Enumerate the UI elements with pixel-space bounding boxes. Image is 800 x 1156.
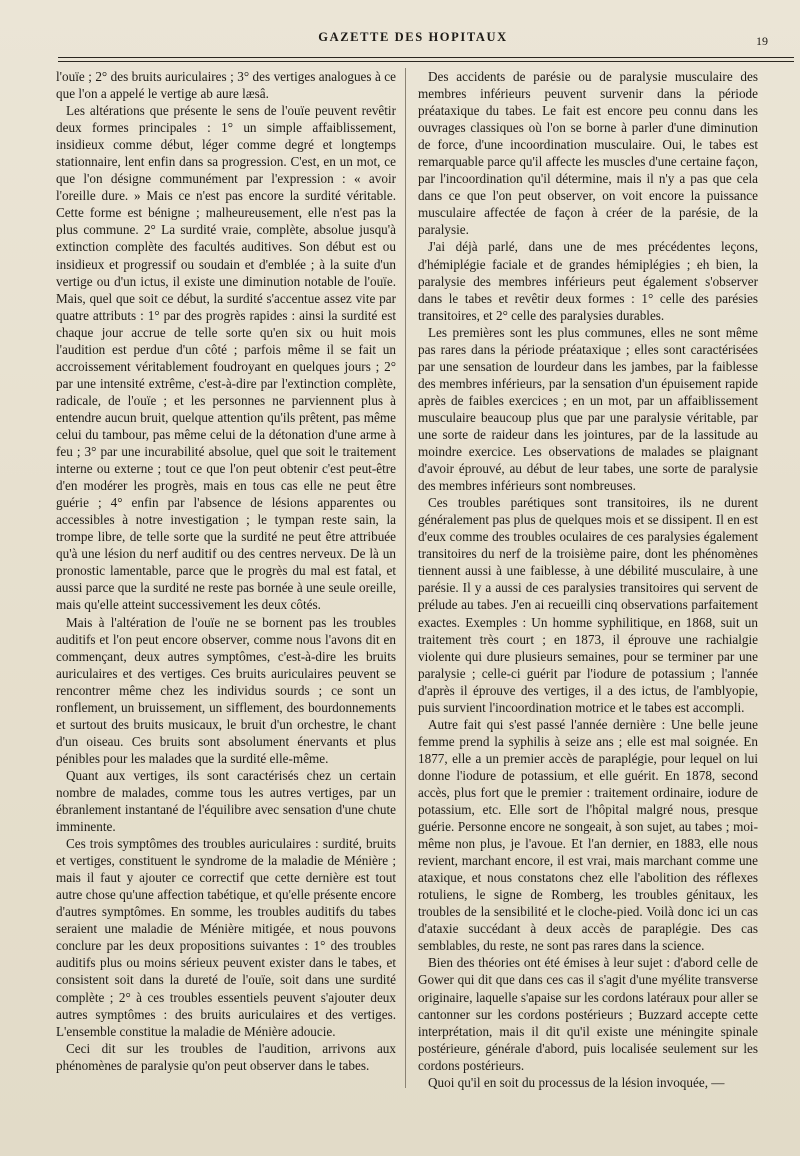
page-number: 19 [756,34,768,48]
paragraph: Des accidents de parésie ou de paralysie musculaire des membres inférieurs peuvent survenir dans la période préataxique du tabes. Le fait est encore peu connu dans les ouvrages classiques où l'on se borne à parler d'une diminution de force, d'une incoordination musculaire. Oui, le tabes est remarquable parce qu'il affecte les muscles d'une certaine façon, par l'incoordination qu'il détermine, mais il n'y a pas que cela dans ce que l'on peut observer, on voit encore la puissance musculaire affectée de façon à créer de la parésie, de la paralysie. [418,69,758,238]
paragraph: Ces trois symptômes des troubles auriculaires : surdité, bruits et vertiges, constituent le syndrome de la maladie de Ménière ; mais il faut y ajouter ce correctif que cette dernière est tout autre chose qu'une affection tabétique, et qu'elle présente encore d'autres symptômes. En somme, les troubles auditifs du tabes seraient une maladie de Ménière mitigée, et nous pouvons conclure par les deux propositions suivantes : 1° des troubles auditifs plus ou moins sérieux peuvent exister dans le tabes, et consistent soit dans la dureté de l'ouïe, soit dans une surdité complète ; 2° à ces troubles essentiels peuvent s'ajouter deux autres symptômes : des bruits auriculaires et des vertiges. L'ensemble constitue la maladie de Ménière adoucie. [56,836,396,1039]
page-header [58,30,768,56]
right-column [418,68,758,1091]
left-column [56,68,396,1074]
paragraph: l'ouïe ; 2° des bruits auriculaires ; 3° des vertiges analogues à ce que l'on a appelé le vertige ab aure læsâ. [56,69,396,102]
paragraph: Mais à l'altération de l'ouïe ne se bornent pas les troubles auditifs et l'on peut encore observer, comme nous l'avons dit en commençant, deux autres symptômes, c'est-à-dire les bruits auriculaires et des vertiges. Ces bruits auriculaires peuvent se rencontrer même chez les individus sourds ; ce sont un ronflement, un bruissement, un sifflement, des bourdonnements et surtout des bruits musicaux, le bruit d'un orchestre, le chant d'un oiseau. Ces bruits sont absolument énervants et plus pénibles pour les malades que la surdité elle-même. [56,614,396,766]
paragraph: Les altérations que présente le sens de l'ouïe peuvent revêtir deux formes principales : 1° un simple affaiblissement, insidieux comme début, léger comme degré et longtemps stationnaire, lent enfin dans sa progression. C'est, en un mot, ce que l'on désigne communément par l'expression : « avoir l'oreille dure. » Mais ce n'est pas encore la surdité véritable. Cette forme est bénigne ; malheureusement, elle n'est pas la plus commune. 2° La surdité vraie, complète, absolue jusqu'à extinction complète des facultés auditives. Son début est ou insidieux et progressif ou soudain et d'emblée ; à la suite d'un vertige ou d'un ictus, il existe une diminution notable de l'ouïe. Mais, quel que soit ce début, la surdité s'accentue assez vite par quatre attributs : 1° par des progrès rapides : ainsi la surdité est chaque jour accrue de telle sorte qu'en six ou huit mois l'audition est perdue d'un côté ; parfois même il se fait un accroissement véritablement foudroyant en quelques jours ; 2° par une intensité extrême, c'est-à-dire par l'extinction complète, radicale, de l'ouïe ; et les personnes ne parviennent plus à entendre aucun bruit, quelque attention qu'ils prêtent, pas même celui du tambour, pas même celui de la détonation d'une arme à feu ; 3° par une incurabilité absolue, quel que soit le traitement interne ou externe ; tout ce que l'on peut obtenir c'est peut-être d'en modérer les progrès, mais en tous cas elle ne peut être guérie ; 4° enfin par l'absence de lésions apparentes ou accessibles à notre investigation ; le tympan reste sain, la trompe libre, de telle sorte que la surdité ne peut être attribuée qu'à une lésion du nerf auditif ou des centres nerveux. De là un pronostic lamentable, parce que le progrès du mal est fatal, et aussi parce que la surdité ne reste pas bornée à une seule oreille, mais qu'elle atteint successivement les deux côtés. [56,103,396,613]
paragraph: Quoi qu'il en soit du processus de la lésion invoquée, — [428,1074,725,1090]
paragraph: Ceci dit sur les troubles de l'audition, arrivons aux phénomènes de paralysie qu'on peut observer dans le tabes. [56,1040,396,1073]
paragraph: Autre fait qui s'est passé l'année dernière : Une belle jeune femme prend la syphilis à seize ans ; elle est mal soignée. En 1877, elle a un premier accès de paraplégie, pour lequel on lui donne l'iodure de potassium, et elle guérit. En 1878, second accès, plus fort que le premier : traitement ordinaire, iodure de potassium, etc. Elle sort de l'hôpital malgré nous, presque guérie. Personne encore ne songeait, à son sujet, au tabes ; moi-même non plus, je l'avoue. Et l'an dernier, en 1883, elle nous revient, marchant encore, il est vrai, mais marchant comme une ataxique, et nous constatons chez elle l'abolition des réflexes rotuliens, le signe de Romberg, les troubles génitaux, les troubles de la sensibilité et le cloche-pied. Voilà donc ici un cas d'ataxie succédant à deux accès de paraplégie. Des cas semblables, du reste, ne sont pas rares dans la science. [418,716,758,954]
paragraph: Quant aux vertiges, ils sont caractérisés chez un certain nombre de malades, comme tous les autres vertiges, par un ébranlement instantané de l'équilibre avec sensation d'une chute imminente. [56,767,396,835]
running-title: GAZETTE DES HOPITAUX [318,30,508,44]
paragraph: J'ai déjà parlé, dans une de mes précédentes leçons, d'hémiplégie faciale et de grandes hémiplégies ; eh bien, la paralysie des membres inférieurs peut également s'observer dans le tabes et revêtir deux formes : 1° celle des parésies transitoires, et 2° celle des paralysies durables. [418,239,758,323]
paragraph: Bien des théories ont été émises à leur sujet : d'abord celle de Gower qui dit que dans ces cas il s'agit d'une myélite transverse originaire, laquelle s'apaise sur les cordons latéraux pour aller se cantonner sur les cordons postérieurs ; Buzzard accepte cette interprétation, mais il dit qu'il existe une méningite spinale postérieure, générale d'abord, puis localisée seulement sur les cordons postérieurs. [418,955,758,1073]
header-rule-thick [58,57,794,58]
header-rule-thin [58,61,794,62]
paragraph: Ces troubles parétiques sont transitoires, ils ne durent généralement pas plus de quelques mois et se dissipent. Il en est d'eux comme des troubles oculaires de ces paralysies également transitoires du nerf de la troisième paire, dont les phénomènes tiennent aussi à une faiblesse, à une débilité musculaire, à une parésie. Il y a aussi de ces paralysies transitoires qui servent de prélude au tabes. J'en ai recueilli cinq observations parfaitement exactes. Exemples : Un homme syphilitique, en 1868, suit un traitement très court ; en 1873, il éprouve une rachialgie violente qui dure plusieurs semaines, pour se terminer par une paralysie ; celle-ci guérit par l'iodure de potassium ; l'année d'après il éprouve des vertiges, il a des ictus, de l'amblyopie, puis survient l'incoordination motrice et le tabes est accompli. [418,495,758,715]
column-divider [405,68,406,1088]
paragraph: Les premières sont les plus communes, elles ne sont même pas rares dans la période préataxique ; elles sont caractérisées par une sensation de lourdeur dans les jambes, par la faiblesse des membres inférieurs, par la sensation d'un épuisement rapide après de faibles exercices ; en un mot, par un affaiblissement musculaire beaucoup plus que par une paralysie véritable, par une sorte de raideur dans les jointures, par de la lassitude au moindre exercice. Les observations de malades se plaignant d'avoir éprouvé, au début de leur tabes, une sorte de paralysie des membres inférieurs sont nombreuses. [418,324,758,494]
